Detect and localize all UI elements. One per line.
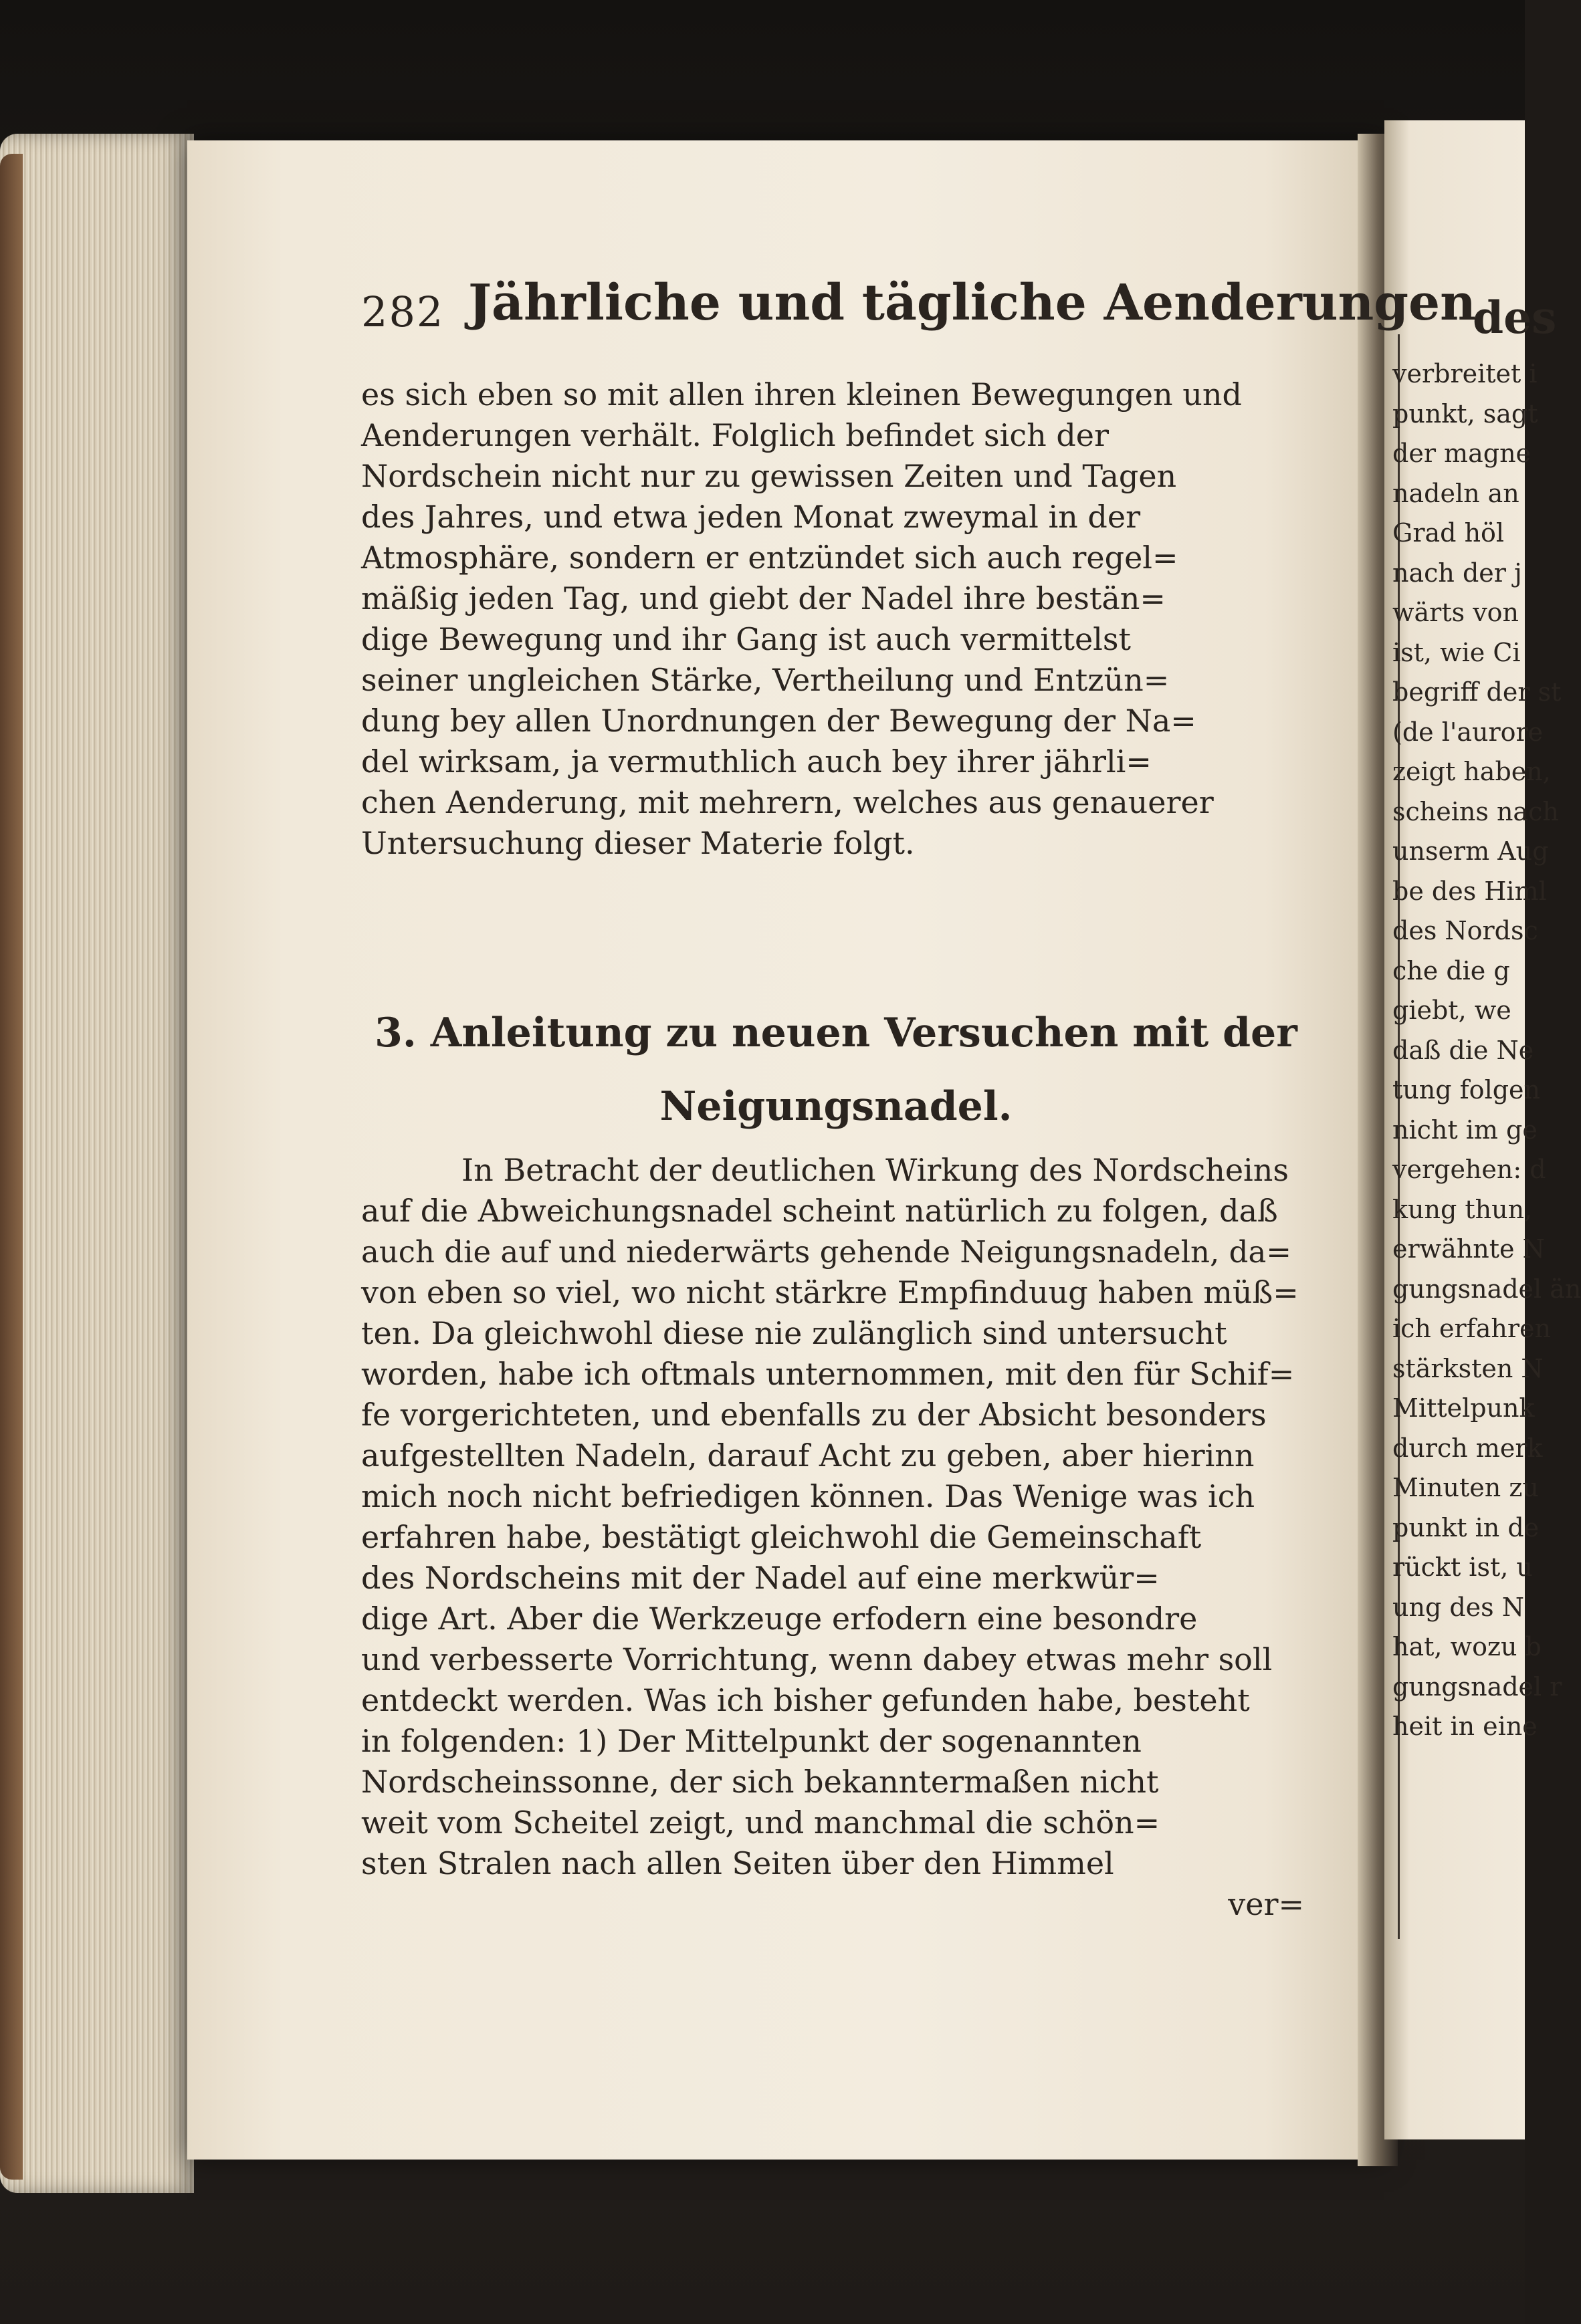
text-line: mäßig jeden Tag, und giebt der Nadel ihre bestän= [361,580,1166,616]
text-line: des Nordscheins mit der Nadel auf eine merkwür= [361,1560,1160,1596]
right-text-line: nicht im ge [1392,1115,1538,1145]
text-line: ten. Da gleichwohl diese nie zulänglich sind untersucht [361,1315,1227,1351]
right-text-line: der magne [1392,439,1532,468]
right-text-line: daß die Ne [1392,1035,1534,1065]
right-text-line: gungsnadel än [1392,1274,1581,1304]
text-line: auch die auf und niederwärts gehende Neigungsnadeln, da= [361,1234,1291,1270]
right-text-line: Mittelpunk [1392,1393,1535,1423]
text-line: Nordscheinssonne, der sich bekanntermaßen nicht [361,1764,1159,1800]
right-text-line: gungsnadel r [1392,1671,1562,1702]
right-text-line: rückt ist, u [1392,1552,1533,1582]
right-text-line: tung folgen [1392,1075,1541,1105]
text-line: von eben so viel, wo nicht stärkre Empfinduug haben müß= [361,1274,1299,1310]
right-text-line: kung thun, [1392,1194,1533,1224]
text-line: und verbesserte Vorrichtung, wenn dabey etwas mehr soll [361,1641,1273,1677]
right-text-line: giebt, we [1392,996,1511,1025]
section-heading-line: Neigungsnadel. [659,1083,1013,1130]
text-line: seiner ungleichen Stärke, Vertheilung und Entzün= [361,662,1170,698]
text-line: Untersuchung dieser Materie folgt. [361,825,915,861]
text-line: In Betracht der deutlichen Wirkung des Nordscheins [461,1152,1289,1188]
right-text-line: wärts von [1392,598,1519,627]
right-text-line: nach der j [1392,558,1522,588]
text-line: sten Stralen nach allen Seiten über den Himmel [361,1845,1114,1881]
text-line: auf die Abweichungsnadel scheint natürlich zu folgen, daß [361,1193,1278,1229]
right-text-line: durch merk [1392,1433,1543,1463]
right-text-line: che die g [1392,955,1510,985]
right-text-line: ich erfahren [1392,1314,1551,1343]
right-text-line: nadeln an [1392,478,1519,508]
right-text-line: heit in eine [1392,1712,1538,1741]
right-text-line: scheins nach [1392,796,1559,826]
book-cover-edge [0,154,23,2180]
right-text-line: stärksten N [1392,1353,1544,1383]
right-page-text [1392,281,1581,1747]
text-line: dige Bewegung und ihr Gang ist auch vermittelst [361,621,1131,657]
page-number: 282 [361,287,445,336]
running-title: Jährliche und tägliche Aenderungen [468,274,1476,332]
paragraph-1 [361,374,1311,864]
text-line: des Jahres, und etwa jeden Monat zweymal in der [361,499,1141,535]
right-text-line: punkt in de [1392,1512,1540,1542]
right-text-line: Grad höl [1392,518,1505,548]
book-page-edges [0,134,194,2193]
text-line: entdeckt werden. Was ich bisher gefunden habe, besteht [361,1682,1250,1718]
right-text-line: des Nordsc [1392,916,1538,945]
text-line: Nordschein nicht nur zu gewissen Zeiten und Tagen [361,458,1177,494]
text-line: Atmosphäre, sondern er entzündet sich auch regel= [361,540,1178,576]
text-line: mich noch nicht befriedigen können. Das Wenige was ich [361,1478,1255,1514]
text-line: erfahren habe, bestätigt gleichwohl die Gemeinschaft [361,1519,1202,1555]
text-line: es sich eben so mit allen ihren kleinen Bewegungen und [361,376,1242,413]
catchword: ver= [1228,1886,1304,1922]
section-heading [361,996,1311,1143]
right-text-line: be des Himl [1392,876,1547,906]
right-text-line: hat, wozu b [1392,1632,1542,1661]
right-text-line: zeigt haben, [1392,757,1551,786]
right-running-title: des [1473,292,1557,344]
section-heading-line: 3. Anleitung zu neuen Versuchen mit der [375,1010,1297,1056]
right-text-line: Minuten zu [1392,1473,1539,1502]
text-line: Aenderungen verhält. Folglich befindet sich der [361,417,1110,453]
right-text-line: ung des N [1392,1592,1524,1622]
right-text-line: erwähnte N [1392,1234,1545,1264]
right-text-line: verbreitet i [1392,359,1538,388]
text-line: weit vom Scheitel zeigt, und manchmal die schön= [361,1805,1160,1841]
right-text-line: begriff der st [1392,677,1562,707]
text-line: fe vorgerichteten, und ebenfalls zu der Absicht besonders [361,1397,1267,1433]
right-text-line: (de l'aurore [1392,717,1544,747]
text-line: del wirksam, ja vermuthlich auch bey ihrer jährli= [361,743,1152,780]
right-text-line: vergehen: d [1392,1155,1546,1184]
right-text-line: punkt, sagt [1392,398,1538,429]
text-line: in folgenden: 1) Der Mittelpunkt der sogenannten [361,1723,1142,1759]
paragraph-2 [361,1150,1311,1925]
text-line: dige Art. Aber die Werkzeuge erfodern eine besondre [361,1601,1198,1637]
text-line: aufgestellten Nadeln, darauf Acht zu geben, aber hierinn [361,1437,1255,1474]
right-text-line: ist, wie Ci [1392,637,1521,667]
page-header [361,274,1476,348]
text-line: dung bey allen Unordnungen der Bewegung der Na= [361,703,1196,739]
text-line: chen Aenderung, mit mehrern, welches aus genauerer [361,784,1214,820]
right-text-line: unserm Aug [1392,836,1549,866]
text-line: worden, habe ich oftmals unternommen, mit den für Schif= [361,1356,1295,1392]
